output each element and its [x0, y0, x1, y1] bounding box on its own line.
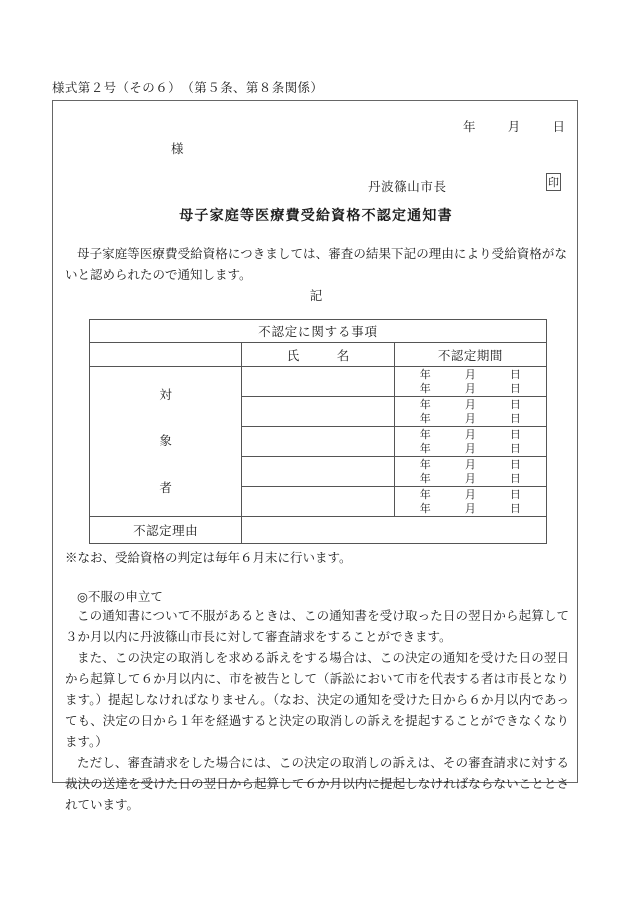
date-day: 日: [552, 120, 565, 134]
period-day: 日: [509, 398, 521, 411]
reason-label: 不認定理由: [90, 517, 242, 544]
frame-inner: [53, 101, 579, 812]
period-inner: [395, 427, 546, 456]
appeal-body: [65, 606, 569, 816]
target-label-vertical: [90, 372, 241, 512]
period-line-end: [395, 502, 546, 516]
period-month: 月: [464, 488, 476, 501]
period-year: 年: [419, 368, 431, 381]
period-day: 日: [509, 368, 521, 381]
period-month: 月: [464, 472, 476, 485]
appeal-paragraph-2: また、この決定の取消しを求める訴えをする場合は、この決定の通知を受けた日の翌日から起算して６か月以内に、市を被告として（訴訟において市を代表する者は市長となります。）提起しなければなりません。（なお、決定の通知を受けた日から６か月以内であっても、決定の日から１年を経過すると決定の取消しの訴えを提起することができなくなります。）: [65, 651, 569, 749]
name-input-cell[interactable]: [242, 367, 394, 397]
period-line-start: [395, 368, 546, 382]
header-period: 不認定期間: [394, 343, 546, 367]
period-year: 年: [419, 398, 431, 411]
period-month: 月: [464, 382, 476, 395]
target-char-1: 対: [159, 387, 172, 402]
period-year: 年: [419, 428, 431, 441]
target-char-2: 象: [159, 434, 172, 449]
table-caption: 不認定に関する事項: [90, 320, 547, 343]
date-year: 年: [462, 120, 476, 134]
period-year: 年: [419, 502, 431, 515]
appeal-paragraph-1: この通知書について不服があるときは、この通知書を受け取った日の翌日から起算して３か月以内に丹波篠山市長に対して審査請求をすることができます。: [65, 609, 569, 644]
table-header-row: [90, 343, 547, 367]
note-text: ※なお、受給資格の判定は毎年６月末に行います。: [65, 551, 352, 565]
period-line-end: [395, 442, 546, 456]
period-cell[interactable]: [394, 487, 546, 517]
period-inner: [395, 457, 546, 486]
page-title: 母子家庭等医療費受給資格不認定通知書: [179, 209, 453, 224]
period-month: 月: [464, 442, 476, 455]
period-line-start: [395, 398, 546, 412]
form-number: 様式第２号（その６） （第５条、第８条関係）: [52, 81, 324, 95]
issuer-name: 丹波篠山市長: [368, 180, 447, 194]
name-input-cell[interactable]: [242, 457, 394, 487]
period-day: 日: [509, 458, 521, 471]
period-month: 月: [464, 458, 476, 471]
period-line-end: [395, 472, 546, 486]
period-day: 日: [509, 472, 521, 485]
appeal-heading: ◎不服の申立て: [77, 590, 163, 604]
period-cell[interactable]: [394, 367, 546, 397]
name-input-cell[interactable]: [242, 397, 394, 427]
period-year: 年: [419, 458, 431, 471]
reason-input-cell[interactable]: [242, 517, 547, 544]
period-inner: [395, 367, 546, 396]
document-frame: [52, 100, 578, 812]
period-year: 年: [419, 412, 431, 425]
period-day: 日: [509, 442, 521, 455]
period-line-start: [395, 428, 546, 442]
table-row: [90, 367, 547, 397]
form-table-wrapper: [89, 319, 547, 544]
period-month: 月: [464, 398, 476, 411]
period-month: 月: [464, 502, 476, 515]
reason-row: [90, 517, 547, 544]
period-day: 日: [509, 412, 521, 425]
period-year: 年: [419, 442, 431, 455]
name-input-cell[interactable]: [242, 487, 394, 517]
period-line-end: [395, 412, 546, 426]
period-month: 月: [464, 428, 476, 441]
period-year: 年: [419, 382, 431, 395]
header-name: 氏 名: [242, 343, 394, 367]
period-day: 日: [509, 428, 521, 441]
table-caption-row: [90, 320, 547, 343]
date-month: 月: [507, 120, 521, 134]
period-month: 月: [464, 368, 476, 381]
ki-mark: 記: [309, 289, 323, 303]
target-label-cell: [90, 367, 242, 517]
period-line-start: [395, 458, 546, 472]
period-day: 日: [509, 488, 521, 501]
period-cell[interactable]: [394, 427, 546, 457]
period-line-start: [395, 488, 546, 502]
target-char-3: 者: [159, 480, 172, 495]
seal-icon: 印: [546, 173, 561, 191]
period-year: 年: [419, 472, 431, 485]
body-paragraph: 母子家庭等医療費受給資格につきましては、審査の結果下記の理由により受給資格がないと認められたので通知します。: [65, 247, 567, 282]
period-day: 日: [509, 382, 521, 395]
period-line-end: [395, 382, 546, 396]
period-year: 年: [419, 488, 431, 501]
period-inner: [395, 397, 546, 426]
period-cell[interactable]: [394, 397, 546, 427]
date-line: [463, 117, 565, 135]
header-blank: [90, 343, 242, 367]
period-month: 月: [464, 412, 476, 425]
addressee-honorific: 様: [171, 142, 184, 156]
period-cell[interactable]: [394, 457, 546, 487]
period-day: 日: [509, 502, 521, 515]
form-table: [89, 319, 547, 544]
appeal-paragraph-3: ただし、審査請求をした場合には、この決定の取消しの訴えは、その審査請求に対する裁決の送達を受けた日の翌日から起算して６か月以内に提起しなければならないこととされています。: [65, 756, 569, 812]
name-input-cell[interactable]: [242, 427, 394, 457]
period-inner: [395, 487, 546, 516]
